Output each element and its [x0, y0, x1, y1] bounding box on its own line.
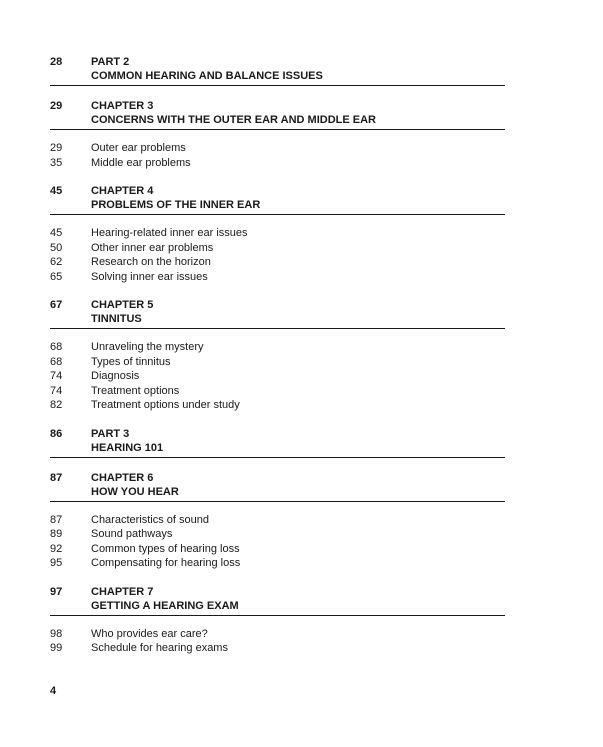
entry-page-number: 89 — [50, 528, 63, 540]
entry-title: Types of tinnitus — [91, 355, 171, 368]
entry-title: Outer ear problems — [91, 142, 186, 154]
section-title: TINNITUS — [91, 313, 142, 325]
toc-entry[interactable] — [50, 241, 505, 256]
entry-page-number: 65 — [50, 270, 63, 283]
entry-title: Compensating for hearing loss — [91, 557, 241, 569]
toc-entry[interactable] — [50, 156, 505, 171]
section-heading[interactable] — [50, 184, 505, 215]
section-heading[interactable] — [50, 471, 505, 502]
table-of-contents — [50, 55, 505, 670]
entry-title: Treatment options — [91, 384, 180, 397]
section-page-number: 87 — [50, 471, 63, 484]
section-page-number: 67 — [50, 299, 63, 311]
toc-section — [50, 55, 505, 86]
toc-entry[interactable] — [50, 627, 505, 642]
entry-title: Diagnosis — [91, 370, 140, 382]
toc-entry[interactable] — [50, 141, 505, 156]
entry-page-number: 99 — [50, 642, 63, 654]
section-label: CHAPTER 4 — [91, 185, 154, 197]
entry-page-number: 92 — [50, 542, 63, 555]
toc-section — [50, 585, 505, 656]
toc-entry[interactable] — [50, 255, 505, 270]
section-title: COMMON HEARING AND BALANCE ISSUES — [91, 70, 323, 82]
section-label: CHAPTER 7 — [91, 585, 154, 598]
section-page-number: 97 — [50, 585, 63, 598]
toc-section — [50, 298, 505, 413]
section-page-number: 86 — [50, 427, 63, 440]
section-heading[interactable] — [50, 99, 505, 130]
entry-page-number: 74 — [50, 384, 63, 397]
toc-entry[interactable] — [50, 398, 505, 413]
section-title: GETTING A HEARING EXAM — [91, 599, 239, 612]
section-heading[interactable] — [50, 298, 505, 329]
entry-title: Unraveling the mystery — [91, 341, 204, 353]
section-title: HOW YOU HEAR — [91, 485, 179, 498]
entry-list — [50, 226, 505, 284]
toc-section — [50, 427, 505, 458]
entry-title: Hearing-related inner ear issues — [91, 227, 248, 239]
toc-section — [50, 471, 505, 571]
entry-page-number: 35 — [50, 156, 63, 169]
entry-title: Solving inner ear issues — [91, 270, 208, 283]
entry-page-number: 62 — [50, 256, 63, 268]
entry-page-number: 87 — [50, 513, 63, 526]
section-page-number: 45 — [50, 185, 63, 197]
section-title: CONCERNS WITH THE OUTER EAR AND MIDDLE EAR — [91, 114, 376, 126]
section-label: CHAPTER 5 — [91, 299, 154, 311]
entry-list — [50, 141, 505, 170]
toc-entry[interactable] — [50, 527, 505, 542]
toc-entry[interactable] — [50, 340, 505, 355]
entry-page-number: 50 — [50, 241, 63, 254]
entry-title: Treatment options under study — [91, 399, 240, 411]
entry-title: Schedule for hearing exams — [91, 642, 228, 654]
entry-page-number: 74 — [50, 370, 63, 382]
toc-entry[interactable] — [50, 641, 505, 656]
entry-page-number: 95 — [50, 557, 63, 569]
entry-page-number: 45 — [50, 227, 63, 239]
toc-section — [50, 184, 505, 284]
entry-title: Other inner ear problems — [91, 241, 214, 254]
toc-entry[interactable] — [50, 270, 505, 285]
entry-page-number: 68 — [50, 341, 63, 353]
section-label: PART 2 — [91, 56, 130, 68]
section-label: CHAPTER 3 — [91, 100, 154, 112]
section-heading[interactable] — [50, 427, 505, 458]
entry-list — [50, 513, 505, 571]
toc-entry[interactable] — [50, 542, 505, 557]
entry-page-number: 82 — [50, 399, 63, 411]
entry-title: Research on the horizon — [91, 256, 211, 268]
entry-title: Characteristics of sound — [91, 513, 209, 526]
section-label: CHAPTER 6 — [91, 471, 154, 484]
entry-list — [50, 627, 505, 656]
page-number: 4 — [50, 685, 57, 697]
entry-list — [50, 340, 505, 413]
toc-section — [50, 99, 505, 170]
entry-page-number: 29 — [50, 142, 63, 154]
section-page-number: 29 — [50, 100, 63, 112]
toc-entry[interactable] — [50, 384, 505, 399]
section-title: PROBLEMS OF THE INNER EAR — [91, 199, 261, 211]
entry-title: Common types of hearing loss — [91, 542, 240, 555]
entry-page-number: 68 — [50, 355, 63, 368]
entry-title: Middle ear problems — [91, 156, 191, 169]
toc-entry[interactable] — [50, 226, 505, 241]
entry-title: Who provides ear care? — [91, 627, 208, 640]
toc-entry[interactable] — [50, 355, 505, 370]
toc-entry[interactable] — [50, 369, 505, 384]
section-heading[interactable] — [50, 585, 505, 616]
section-heading[interactable] — [50, 55, 505, 86]
entry-title: Sound pathways — [91, 528, 173, 540]
section-page-number: 28 — [50, 56, 63, 68]
section-title: HEARING 101 — [91, 441, 164, 454]
section-label: PART 3 — [91, 427, 130, 440]
entry-page-number: 98 — [50, 627, 63, 640]
toc-entry[interactable] — [50, 556, 505, 571]
toc-entry[interactable] — [50, 513, 505, 528]
